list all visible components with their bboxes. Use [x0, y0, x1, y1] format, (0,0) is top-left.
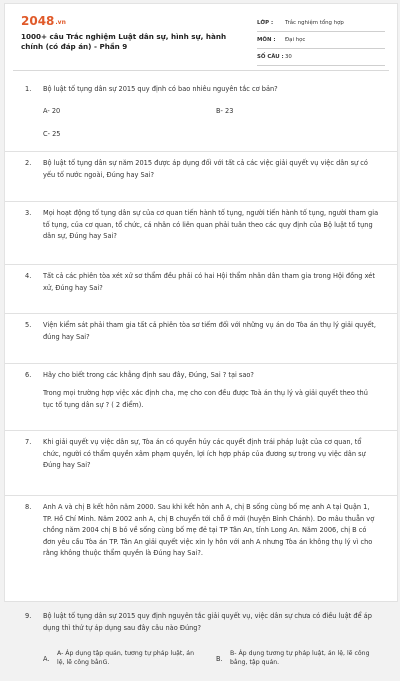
- subject-label: MÔN :: [257, 37, 276, 43]
- question-number: 4.: [25, 272, 32, 280]
- question-text: Bộ luật tố tụng dân sự 2015 quy định có bao nhiêu nguyên tắc cơ bản?: [43, 85, 278, 93]
- question-text: Khi giải quyết vụ việc dân sự, Tòa án có quyền hủy các quyết định trái pháp luật của cơ quan, tổ chức, người có thẩm quyền xâm phạm quyền, lợi ích hợp pháp của đương sự trong vụ việc dân sự Đúng hay Sai?: [43, 438, 366, 469]
- question-item: [5, 313, 397, 364]
- question-number: 7.: [25, 438, 32, 446]
- question-item: [5, 495, 397, 602]
- question-text: Bộ luật tố tụng dân sự năm 2015 được áp dụng đối với tất cả các việc giải quyết vụ việc dân sự có yếu tố nước ngoài, Đúng hay Sai?: [43, 159, 368, 179]
- meta-row-subject: [257, 32, 385, 49]
- question-number: 6.: [25, 371, 32, 379]
- count-label: SỐ CÂU :: [257, 54, 284, 60]
- option-a[interactable]: [43, 107, 60, 115]
- question-number: 5.: [25, 321, 32, 329]
- meta-row-count: [257, 49, 385, 66]
- logo-text: 2048: [21, 14, 55, 28]
- option-b-text: B- 23: [216, 107, 234, 115]
- question-text: Hãy cho biết trong các khẳng định sau đây, Đúng, Sai ? tại sao?: [43, 371, 254, 379]
- logo-suffix: .vn: [55, 19, 66, 26]
- question-item: [5, 430, 397, 496]
- option-a-text: A- 20: [43, 107, 61, 115]
- question-item: [5, 264, 397, 314]
- question-item: [5, 201, 397, 265]
- option-c[interactable]: [43, 130, 60, 138]
- question-text: Anh A và chị B kết hôn năm 2000. Sau khi kết hôn anh A, chị B sống cùng bố mẹ anh A tại Quận 1, TP. Hồ Chí Minh. Năm 2002 anh A, chị B chuyển tới chỗ ở mới (huyện Bình Chánh). Do mâu thuẫn vợ chồng năm 2004 chị B bỏ về sống cùng bố mẹ đẻ tại TP Tân An, tỉnh Long An. Năm 2006, chị B có đơn yêu cầu Tòa án TP. Tân An giải quyết việc xin ly hôn với anh A nhưng Tòa án không thụ lý vì cho rằng không thuộc thẩm quyền là Đúng hay Sai?.: [43, 503, 375, 557]
- document-header: [5, 4, 397, 66]
- class-value: Trắc nghiệm tổng hợp: [285, 20, 344, 26]
- question-number: 2.: [25, 159, 32, 167]
- question-item: [5, 70, 397, 152]
- question-item: [5, 601, 397, 681]
- option-a[interactable]: [43, 655, 50, 663]
- question-text: Bộ luật tố tụng dân sự 2015 quy định nguyên tắc giải quyết vụ, việc dân sự chưa có điều luật để áp dụng thì thứ tự áp dụng sau đây câu nào Đúng?: [43, 612, 372, 632]
- document-page: [4, 3, 398, 666]
- option-a-text[interactable]: A- Áp dụng tập quán, tương tự pháp luật, án lệ, lẽ công bằnG.: [57, 650, 195, 666]
- question-text: Viện kiểm sát phải tham gia tất cả phiên tòa sơ tiếm đối với những vụ án do Tòa án thụ lý giải quyết, đúng hay Sai?: [43, 321, 376, 341]
- option-b-letter: B.: [216, 655, 223, 663]
- meta-row-class: [257, 15, 385, 32]
- question-text: Mọi hoạt động tố tụng dân sự của cơ quan tiến hành tố tụng, người tiến hành tố tụng, người tham gia tố tụng, của cơ quan, tổ chức, cá nhân có liên quan phải tuân theo các quy định của Bộ luật tố tụng dân sự, Đúng hay Sai?: [43, 209, 379, 240]
- site-logo[interactable]: [21, 14, 66, 28]
- question-item: [5, 151, 397, 202]
- meta-table: [257, 15, 385, 66]
- question-text: Tất cả các phiên tòa xét xử sơ thẩm đều phải có hai Hội thẩm nhân dân tham gia trong Hội đồng xét xử, Đúng hay Sai?: [43, 272, 375, 292]
- question-statement: Trong mọi trường hợp việc xác định cha, mẹ cho con đều được Toà án thụ lý và giải quyết theo thủ tục tố tụng dân sự ? ( 2 điểm).: [43, 389, 368, 409]
- subject-value: Đại học: [285, 37, 306, 43]
- question-number: 9.: [25, 612, 32, 620]
- option-b-text[interactable]: B- Áp dụng tương tự pháp luật, án lệ, lẽ công bằng, tập quán.: [230, 650, 370, 666]
- option-c-text: C- 25: [43, 130, 61, 138]
- page-title: 1000+ câu Trắc nghiệm Luật dân sự, hình sự, hành chính (có đáp án) - Phần 9: [21, 32, 227, 51]
- question-number: 8.: [25, 503, 32, 511]
- question-number: 3.: [25, 209, 32, 217]
- count-value: 30: [285, 54, 292, 60]
- question-number: 1.: [25, 85, 32, 93]
- question-item: [5, 363, 397, 431]
- option-b[interactable]: [216, 107, 233, 115]
- class-label: LỚP :: [257, 20, 274, 26]
- option-b[interactable]: [216, 655, 223, 663]
- option-a-letter: A.: [43, 655, 50, 663]
